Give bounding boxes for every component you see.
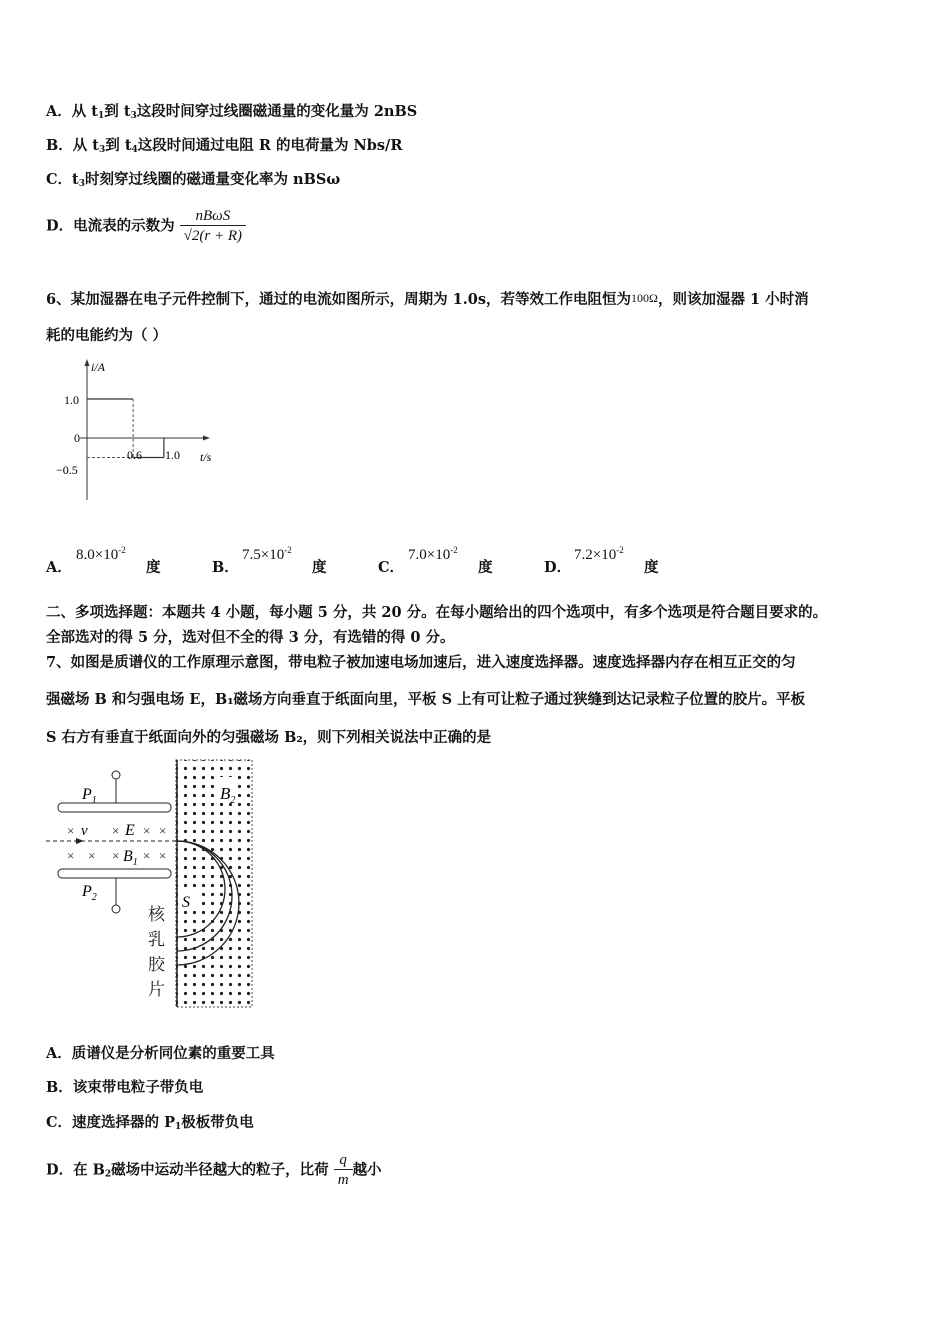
svg-text:×: × — [67, 848, 75, 863]
q6-option-label: C． — [378, 559, 405, 576]
svg-text:×: × — [112, 848, 120, 863]
b2-label: $B_2$ — [220, 784, 236, 806]
q6-option-unit: 度 — [478, 559, 493, 576]
q7-charge-mass-fraction: $\frac{q}{m}$ — [334, 1151, 353, 1190]
q7-option-c: C．速度选择器的 $P_1$极板带负电 — [46, 1114, 254, 1132]
q5-option-b: B．从 $t_3$到 $t_4$这段时间通过电阻 R 的电荷量为 Nbs/R — [46, 137, 403, 155]
q7-stem-line3: S 右方有垂直于纸面向外的匀强磁场 B₂，则下列相关说法中正确的是 — [46, 729, 492, 746]
q7-option-b: B．该束带电粒子带负电 — [46, 1079, 204, 1096]
svg-text:×: × — [143, 823, 151, 838]
svg-text:×: × — [67, 823, 75, 838]
p1-plate — [58, 803, 171, 812]
q6-option-unit: 度 — [146, 559, 161, 576]
x-axis-label: t/s — [200, 450, 212, 464]
x-tick-10: 1.0 — [165, 448, 180, 462]
p2-label: $P_2$ — [82, 883, 97, 903]
s-label: S — [182, 894, 190, 911]
q6-stem-line1: 6、某加湿器在电子元件控制下，通过的电流如图所示，周期为 1.0s，若等效工作电阻恒为100Ω，则该加湿器 1 小时消 — [46, 291, 809, 308]
q6-option-unit: 度 — [644, 559, 659, 576]
q7-mass-spectrometer-diagram — [46, 755, 266, 1010]
q7-stem-line2: 强磁场 B 和匀强电场 E，B₁磁场方向垂直于纸面向里，平板 S 上有可让粒子通过狭缝到达记录粒子位置的胶片。平板 — [46, 691, 806, 708]
q5-option-d: D．电流表的示数为 $\frac{\text{nBωS}}{√2(r + R)}$ — [46, 207, 246, 246]
q6-option-value: $7.0\times 10^{-2}$ — [408, 545, 458, 563]
q6-option-unit: 度 — [312, 559, 327, 576]
b1-label: $B_1$ — [123, 848, 138, 868]
film-label — [148, 905, 166, 999]
q6-option-label: D． — [544, 559, 572, 576]
section2-line2: 全部选对的得 5 分，选对但不全的得 3 分，有选错的得 0 分。 — [46, 629, 455, 646]
q7-option-d: D．在 $B_2$磁场中运动半径越大的粒子，比荷 $\frac{q}{m}$ 越小 — [46, 1152, 382, 1188]
q5-fraction: $\frac{\text{nBωS}}{√2(r + R)}$ — [180, 207, 246, 246]
svg-text:乳: 乳 — [148, 930, 165, 949]
q7-stem-line1: 7、如图是质谱仪的工作原理示意图，带电粒子被加速电场加速后，进入速度选择器。速度选择器内存在相互正交的匀 — [46, 654, 796, 671]
y-axis-label: i/A — [91, 360, 105, 374]
svg-text:×: × — [143, 848, 151, 863]
svg-text:×: × — [159, 823, 167, 838]
p1-terminal — [112, 771, 120, 779]
q6-current-graph — [50, 355, 230, 505]
q6-option-value: $7.2\times 10^{-2}$ — [574, 545, 624, 563]
e-label: E — [125, 822, 135, 839]
q7-option-a: A．质谱仪是分析同位素的重要工具 — [46, 1045, 275, 1062]
q6-option-value: $7.5\times 10^{-2}$ — [242, 545, 292, 563]
section2-line1: 二、多项选择题：本题共 4 小题，每小题 5 分，共 20 分。在每小题给出的四个选项中，有多个选项是符合题目要求的。 — [46, 604, 828, 621]
q5-option-a: A．从 $t_1$到 $t_3$这段时间穿过线圈磁通量的变化量为 2nBS — [46, 103, 418, 121]
q6-option-value: $8.0\times 10^{-2}$ — [76, 545, 126, 563]
q6-stem-line2: 耗的电能约为（ ） — [46, 327, 168, 344]
svg-text:×: × — [159, 848, 167, 863]
q5-option-c: C．$t_3$时刻穿过线圈的磁通量变化率为 nBSω — [46, 171, 341, 189]
y-tick-0: 0 — [74, 431, 80, 445]
v-label: v — [81, 823, 88, 839]
q6-option-label: B． — [212, 559, 239, 576]
p2-plate — [58, 869, 171, 878]
p2-terminal — [112, 905, 120, 913]
svg-text:片: 片 — [148, 980, 165, 999]
x-tick-06: 0.6 — [127, 448, 142, 462]
svg-text:×: × — [112, 823, 120, 838]
svg-text:×: × — [88, 848, 96, 863]
q6-option-label: A． — [46, 559, 72, 576]
svg-text:核: 核 — [148, 905, 165, 924]
y-tick-neg: −0.5 — [56, 463, 78, 477]
p1-label: $P_1$ — [82, 786, 97, 806]
y-tick-1: 1.0 — [64, 393, 79, 407]
svg-text:胶: 胶 — [148, 955, 165, 974]
